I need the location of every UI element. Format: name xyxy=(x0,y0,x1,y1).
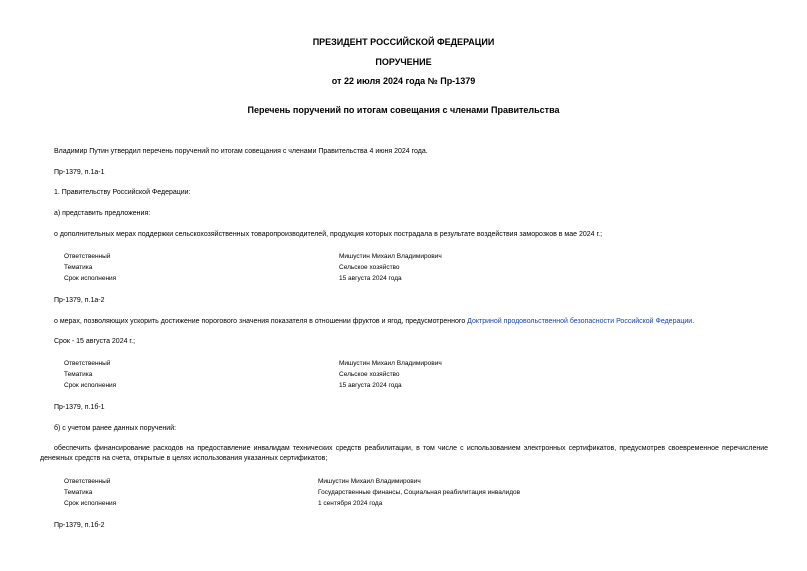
item2-text-after: . xyxy=(692,318,695,325)
item3-topic-value: Государственные финансы, Социальная реабилитация инвалидов xyxy=(318,489,521,496)
item3-topic-label: Тематика xyxy=(64,489,93,496)
document-date-number: от 22 июля 2024 года № Пр-1379 xyxy=(331,76,476,86)
item1-subheading: а) представить предложения: xyxy=(54,210,151,217)
item2-topic-label: Тематика xyxy=(64,371,93,378)
document-subject: Перечень поручений по итогам совещания с членами Правительства xyxy=(247,105,560,115)
item3-code: Пр-1379, п.1б-1 xyxy=(54,404,105,411)
item1-deadline-label: Срок исполнения xyxy=(64,275,117,282)
item4-code: Пр-1379, п.1б-2 xyxy=(54,522,105,529)
item1-topic-label: Тематика xyxy=(64,264,93,271)
item2-text xyxy=(54,317,694,326)
item2-deadline-value: 15 августа 2024 года xyxy=(339,382,402,389)
item2-responsible-label: Ответственный xyxy=(64,360,111,367)
item1-responsible-label: Ответственный xyxy=(64,253,111,260)
item2-topic-value: Сельское хозяйство xyxy=(339,371,400,378)
item1-text: о дополнительных мерах поддержки сельскохозяйственных товаропроизводителей, продукция которых пострадала в результате воздействия заморозков в мае 2024 г.; xyxy=(54,231,603,238)
item1-heading: 1. Правительству Российской Федерации: xyxy=(54,189,191,196)
item1-code: Пр-1379, п.1а-1 xyxy=(54,169,105,176)
issuer-title: ПРЕЗИДЕНТ РОССИЙСКОЙ ФЕДЕРАЦИИ xyxy=(312,37,495,47)
document-type: ПОРУЧЕНИЕ xyxy=(375,57,432,67)
item2-code: Пр-1379, п.1а-2 xyxy=(54,297,105,304)
item3-subheading: б) с учетом ранее данных поручений: xyxy=(54,425,177,432)
item2-term: Срок - 15 августа 2024 г.; xyxy=(54,338,136,345)
item2-deadline-label: Срок исполнения xyxy=(64,382,117,389)
item3-responsible-value: Мишустин Михаил Владимирович xyxy=(318,478,421,485)
item3-deadline-label: Срок исполнения xyxy=(64,500,117,507)
item3-text: обеспечить финансирование расходов на предоставление инвалидам технических средств реабилитации, в том числе с использованием электронных сертификатов, предусмотрев своевременное перечисление денежных средств на счета, открытые в целях использования указанных сертификатов; xyxy=(40,445,768,462)
item2-responsible-value: Мишустин Михаил Владимирович xyxy=(339,360,442,367)
item1-deadline-value: 15 августа 2024 года xyxy=(339,275,402,282)
item1-topic-value: Сельское хозяйство xyxy=(339,264,400,271)
doctrine-link[interactable]: Доктриной продовольственной безопасности Российской Федерации xyxy=(467,318,693,325)
item3-deadline-value: 1 сентября 2024 года xyxy=(318,500,383,507)
intro-text: Владимир Путин утвердил перечень поручений по итогам совещания с членами Правительства 4 июня 2024 года. xyxy=(54,148,428,155)
item2-text-before: о мерах, позволяющих ускорить достижение порогового значения показателя в отношении фруктов и ягод, предусмотренного xyxy=(54,318,468,325)
item1-responsible-value: Мишустин Михаил Владимирович xyxy=(339,253,442,260)
item3-responsible-label: Ответственный xyxy=(64,478,111,485)
